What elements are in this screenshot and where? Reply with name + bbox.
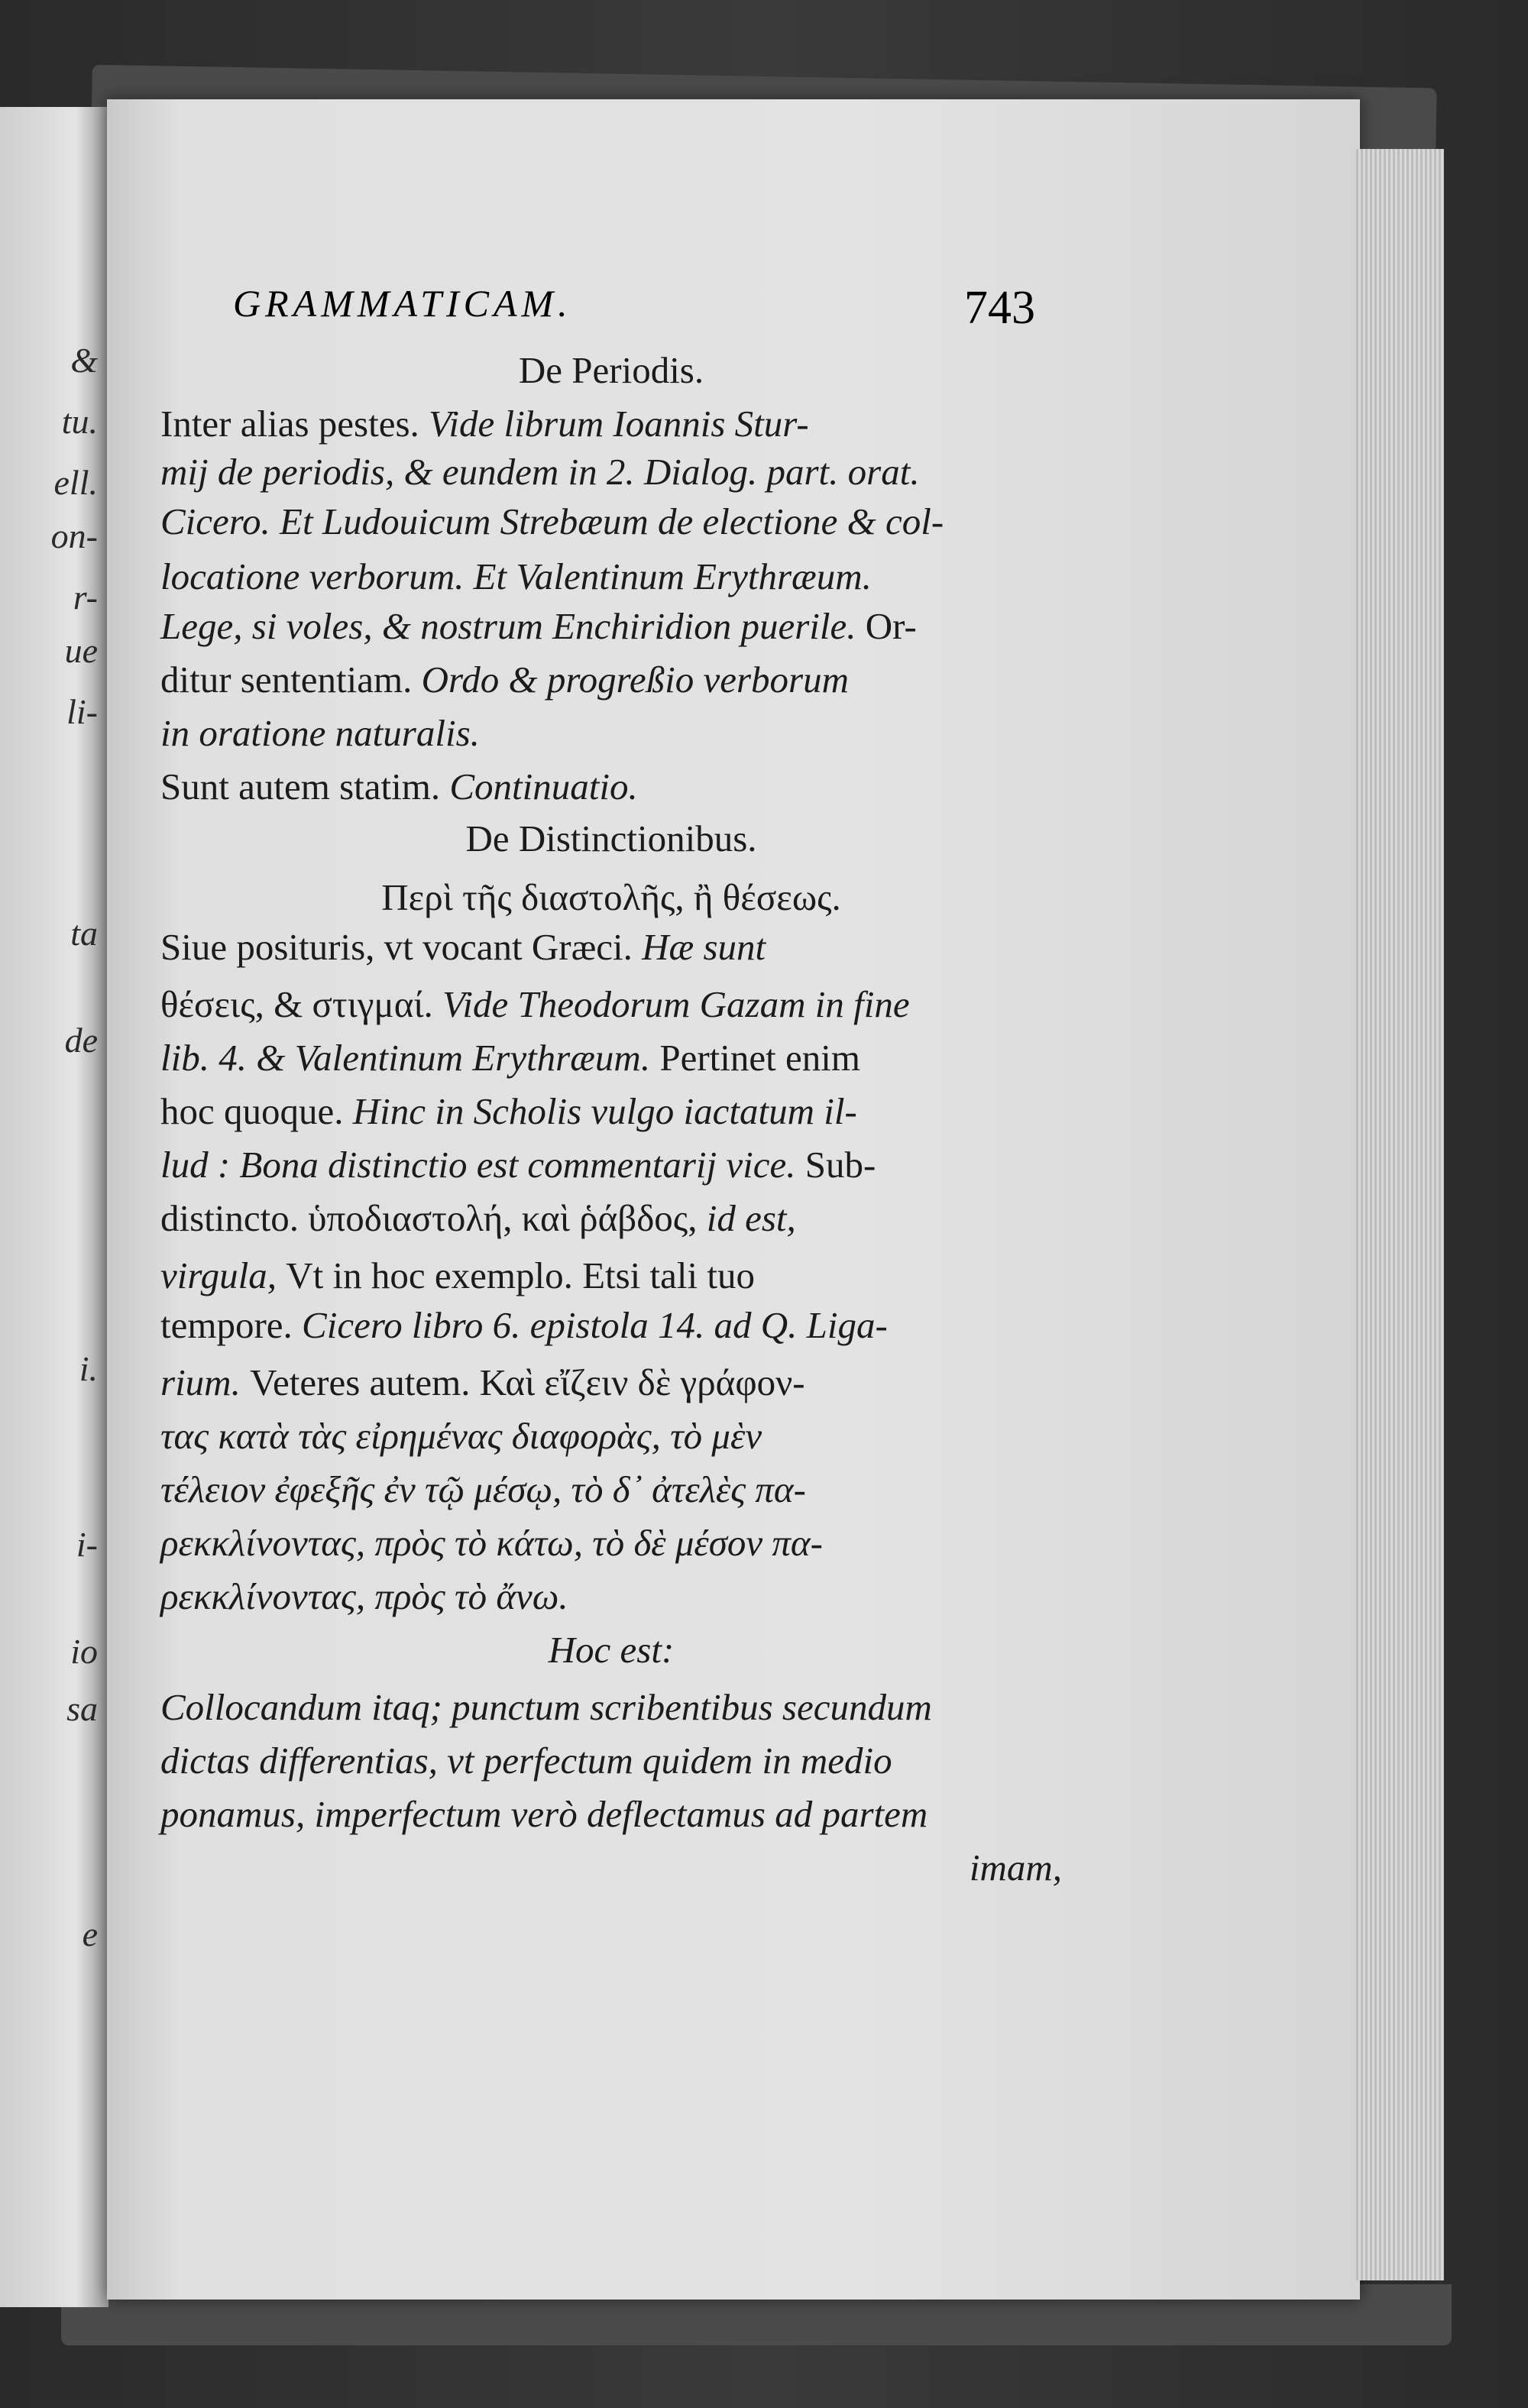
italic-text: virgula, — [160, 1254, 286, 1296]
italic-text: rium. — [160, 1361, 251, 1403]
left-margin-fragment: ell. — [53, 463, 98, 502]
text-line — [160, 1254, 1062, 1296]
text-line — [160, 1468, 1062, 1510]
italic-text: in oratione naturalis. — [160, 712, 480, 754]
text-line — [160, 1361, 1062, 1403]
italic-text: τέλειον ἐφεξῆς ἐν τῷ μέσῳ, τὸ δ᾽ ἀτελὲς πα- — [160, 1468, 806, 1510]
text-line — [160, 1037, 1062, 1079]
roman-text: tempore. — [160, 1304, 303, 1346]
left-page-fragment — [0, 107, 108, 2307]
roman-text: Vt in hoc exemplo. Etsi tali tuo — [286, 1254, 756, 1296]
roman-text: Pertinet enim — [659, 1037, 860, 1079]
text-line — [160, 1795, 1062, 1833]
roman-text: hoc quoque. — [160, 1090, 353, 1132]
text-line — [160, 1199, 1062, 1237]
left-margin-fragment: sa — [66, 1689, 98, 1728]
roman-text: ὑποδιαστολή, καὶ ῥάβδος, — [308, 1197, 707, 1239]
italic-text: Hoc est: — [548, 1629, 675, 1671]
roman-text: θέσεις, & στιγμαί. — [160, 983, 443, 1025]
text-line — [160, 351, 1062, 389]
text-line — [160, 714, 1062, 752]
text-line — [160, 403, 1062, 445]
left-margin-fragment: r- — [73, 578, 98, 617]
page-number: 743 — [964, 282, 1035, 334]
italic-text: ρεκκλίνοντας, πρὸς τὸ κάτω, τὸ δὲ μέσον πα- — [160, 1522, 823, 1564]
left-margin-fragment: & — [70, 341, 98, 380]
italic-text: Cicero. Et Ludouicum Strebæum de electione & col- — [160, 500, 944, 542]
left-margin-fragment: i. — [79, 1349, 98, 1388]
roman-text: Inter alias pestes. — [160, 403, 429, 445]
roman-text: De Distinctionibus. — [465, 817, 757, 859]
text-line — [160, 1306, 1062, 1344]
italic-text: Lege, si voles, & nostrum Enchiridion puerile. — [160, 605, 866, 647]
roman-text: distincto. — [160, 1197, 309, 1239]
italic-text: imam, — [969, 1846, 1062, 1889]
italic-text: id est, — [706, 1197, 796, 1239]
text-line — [160, 1688, 1062, 1726]
left-margin-fragment: tu. — [61, 402, 98, 441]
roman-text: Siue posituris, vt vocant Græci. — [160, 926, 643, 968]
italic-text: Cicero libro 6. epistola 14. ad Q. Liga- — [302, 1304, 888, 1346]
roman-text: Περὶ τῆς διαστολῆς, ἢ θέσεως. — [381, 876, 841, 918]
page-edges — [1356, 149, 1444, 2280]
italic-text: Vide Theodorum Gazam in fine — [442, 983, 910, 1025]
left-margin-fragment: io — [70, 1632, 98, 1671]
text-line — [160, 928, 1062, 966]
roman-text: Sub- — [804, 1144, 876, 1186]
italic-text: lud : Bona distinctio est commentarij vice. — [160, 1144, 805, 1186]
italic-text: dictas differentias, vt perfectum quidem in medio — [160, 1740, 892, 1782]
text-line — [160, 1524, 1062, 1562]
italic-text: Hinc in Scholis vulgo iactatum il- — [352, 1090, 857, 1132]
text-line — [160, 983, 1062, 1025]
roman-text: De Periodis. — [518, 349, 704, 391]
italic-text: τας κατὰ τὰς εἰρημένας διαφορὰς, τὸ μὲν — [160, 1415, 762, 1457]
italic-text: Collocandum itaq; punctum scribentibus secundum — [160, 1686, 932, 1728]
italic-text: Hæ sunt — [642, 926, 766, 968]
italic-text: ponamus, imperfectum verò deflectamus ad partem — [160, 1793, 928, 1835]
italic-text: Vide librum Ioannis Stur- — [429, 403, 809, 445]
italic-text: Ordo & progreßio verborum — [421, 659, 849, 701]
text-line — [160, 876, 1062, 918]
left-margin-fragment: on- — [50, 516, 98, 555]
left-margin-fragment: ta — [70, 914, 98, 953]
italic-text: ρεκκλίνοντας, πρὸς τὸ ἄνω. — [160, 1575, 568, 1617]
roman-text: Or- — [865, 605, 917, 647]
text-line — [160, 1575, 1062, 1617]
text-line — [160, 1092, 1062, 1130]
running-title: GRAMMATICAM. — [233, 282, 572, 325]
text-line — [160, 500, 1062, 542]
italic-text: locatione verborum. Et Valentinum Erythræum. — [160, 555, 872, 597]
left-margin-fragment: i- — [76, 1525, 98, 1564]
roman-text: Veteres autem. Καὶ εἴζειν δὲ γράφον- — [250, 1361, 805, 1403]
text-line — [160, 817, 1062, 859]
text-line — [160, 451, 1062, 493]
left-margin-fragment: e — [82, 1914, 98, 1953]
text-line — [160, 1846, 1062, 1889]
italic-text: lib. 4. & Valentinum Erythræum. — [160, 1037, 660, 1079]
italic-text: mij de periodis, & eundem in 2. Dialog. part. orat. — [160, 451, 920, 493]
italic-text: Continuatio. — [449, 765, 638, 808]
text-line — [160, 765, 1062, 808]
text-line — [160, 555, 1062, 597]
roman-text: ditur sententiam. — [160, 659, 422, 701]
text-line — [160, 659, 1062, 701]
text-line — [160, 1417, 1062, 1455]
left-margin-fragment: ue — [64, 631, 98, 670]
text-line — [160, 607, 1062, 645]
text-line — [160, 1144, 1062, 1186]
left-margin-fragment: de — [64, 1021, 98, 1060]
left-margin-fragment: li- — [66, 692, 98, 731]
text-line — [160, 1629, 1062, 1671]
text-line — [160, 1740, 1062, 1782]
roman-text: Sunt autem statim. — [160, 765, 450, 808]
